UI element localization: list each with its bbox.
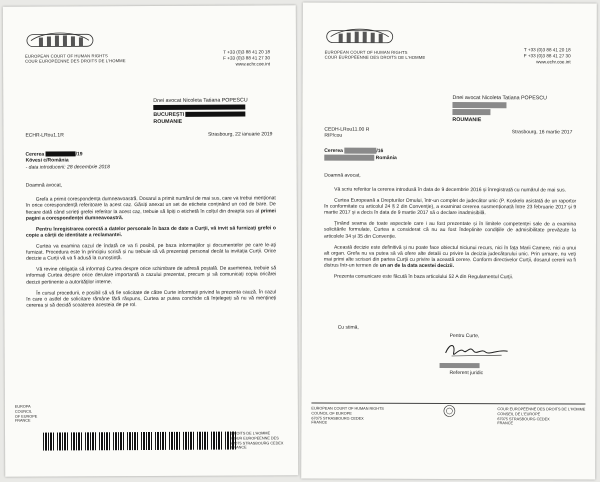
redaction [440,363,480,368]
barcode-icon [155,432,166,450]
signer: Referent juridic [449,370,484,377]
court-logo-icon [325,25,395,47]
letter-body: Vă scriu referitor la cererea introdusă în data de 9 decembrie 2016 și înregistrată cu numărul de mai sus. Curtea Europeană a Drepturilor Omului, într-un complet de judecător unic (P. Koskelo asistată de un raportor în conformitate cu articolul 24 § 2 din Convenție), a examinat cererea susmenționată între 23 februarie 2017 și 9 martie 2017 și a decis în data de 9 martie 2017 să o declare inadmisibilă. Ținând seama de toate aspectele care i au fost prezentate și în limitele competenței sale de a examina solicitările formulate, Curtea a considerat că nu au fost îndeplinite condițiile de admisibilitate prevăzute la articolele 34 și 35 din Convenție. Această decizie este definitivă și nu poate face obiectul niciunui recurs, nici în fața Marii Camere, nici a unui alt organ. Grefa nu va putea să vă ofere alte detalii cu privire la decizia judecătorului unic. Prin urmare, nu veți mai primi alte scrisori din partea Curții cu privire la această cerere. Conform directivelor Curții, dosarul cererii va fi distrus într-un termen de un an de la data acestei decizii. Prezenta comunicare este făcută în baza articolului 52 A din Regulamentul Curții. [323,186,577,281]
council-of-europe-icon [443,405,455,417]
redaction [324,154,374,160]
reference: CEDH-LRou11.00 R RIP/cou [324,126,370,140]
barcode-icon [85,432,96,450]
signer-title [440,363,480,370]
redaction [46,152,76,157]
redaction [186,112,246,117]
recipient-address: Dnei avocat Nicoleta Tatiana POPESCU BUCUREȘTI ROUMANIE [153,97,248,125]
footer-right: DROITS DE L'HOMME COUR EUROPÉENNE DES 67075 STRASBOURG CEDEX FRANCE [230,431,284,450]
closing: Cu stimă, [337,324,359,331]
court-contact: T +33 (0)3 88 41 20 18 F +33 (0)3 88 41 27 30 www.echr.coe.int [523,47,571,65]
redaction [153,105,245,110]
letter-2019 [3,5,298,477]
salutation: Doamnă avocat, [25,182,63,189]
barcode-icon [183,432,194,450]
barcode-labels [43,432,236,451]
place-date: Strasbourg, 16 martie 2017 [511,129,573,136]
court-contact: T +33 (0)3 88 41 20 18 F +33 (0)3 88 41 27 30 www.echr.coe.int [223,49,271,67]
barcode-icon [197,432,208,450]
footer-left: EUROPEAN COURT OF HUMAN RIGHTS COUNCIL OF EUROPE 67075 STRASBOURG CEDEX FRANCE [311,406,384,425]
sign-label: Pentru Curte, [449,333,480,340]
court-name: EUROPEAN COURT OF HUMAN RIGHTS COUR EUROPÉENNE DES DROITS DE L'HOMME [25,53,126,65]
signature-icon [442,339,512,361]
barcode-icon [113,432,124,450]
case-header: Cererea /19 Kövesi c/România - data introducerii: 28 decembrie 2018 [25,151,110,171]
barcode-icon [57,432,68,450]
salutation: Doamnă avocat, [324,172,361,179]
redaction [344,148,376,154]
court-name: EUROPEAN COURT OF HUMAN RIGHTS COUR EUROPÉENNE DES DROITS DE L'HOMME [324,49,426,61]
barcode-icon [211,432,222,450]
letter-2017 [301,2,597,479]
redaction [452,102,506,108]
redaction [452,109,490,115]
court-logo-icon [25,28,95,50]
recipient-address: Dnei avocat Nicoleta Tatiana POPESCU ROUMANIE [452,95,547,123]
reference: ECHR-LRou1.1R [25,132,64,139]
barcode-icon [99,432,110,450]
case-header: Cererea /16 România [324,147,397,161]
barcode-icon [127,432,138,450]
barcode-icon [169,432,180,450]
barcode-icon [141,432,152,450]
footer-left: EUROPA COUNCIL OF EUROPE FRANCE [14,404,38,424]
place-date: Strasbourg, 22 ianuarie 2019 [207,131,273,138]
footer-right: COUR EUROPÉENNE DES DROITS DE L'HOMME CONSEIL DE L'EUROPE 67075 STRASBOURG CEDEX FRANCE [497,407,586,426]
barcode-icon [43,433,54,451]
letter-body: Grefa a primit corespondența dumneavoastră. Dosarul a primit numărul de mai sus, care va trebui menționat în orice corespondență referitoare la acest caz. Găsiți anexat un set de etichete conținând un cod de bare. De fiecare dată când scrieți grefei referitor la acest caz, trebuie să lipiți o etichetă în colțul din dreapta sus al primei pagini a corespondenței dumneavoastră. Pentru înregistrarea corectă a datelor personale în baza de date a Curții, vă invit să furnizați grefei o copie a cărții de identitate a reclamantei. Curtea va examina cazul de îndată ce va fi posibil, pe baza informațiilor și documentelor pe care le-ați furnizat. Procedura este în principiu scrisă și nu trebuie să vă prezentați personal decât la invitația Curții. Orice decizie a Curții vă va fi adusă la cunoștință. Vă revine obligația să informați Curtea despre orice schimbare de adresă poștală. De asemenea, trebuie să informați Curtea despre orice derulare importantă a cazului prezentat, precum și să comunicați copia oricărei decizii pertinente a autorităților interne. În cursul procedurii, e posibil să vă fie solicitate de către Curte informații privind la prezenta cauză. În cazul în care o astfel de solicitare rămâne fără răspuns, Curtea ar putea conchide că înțelegeți să nu vă mențineți cererea și să decidă scoaterea acesteia de pe rol. [25,195,277,309]
barcode-icon [71,432,82,450]
